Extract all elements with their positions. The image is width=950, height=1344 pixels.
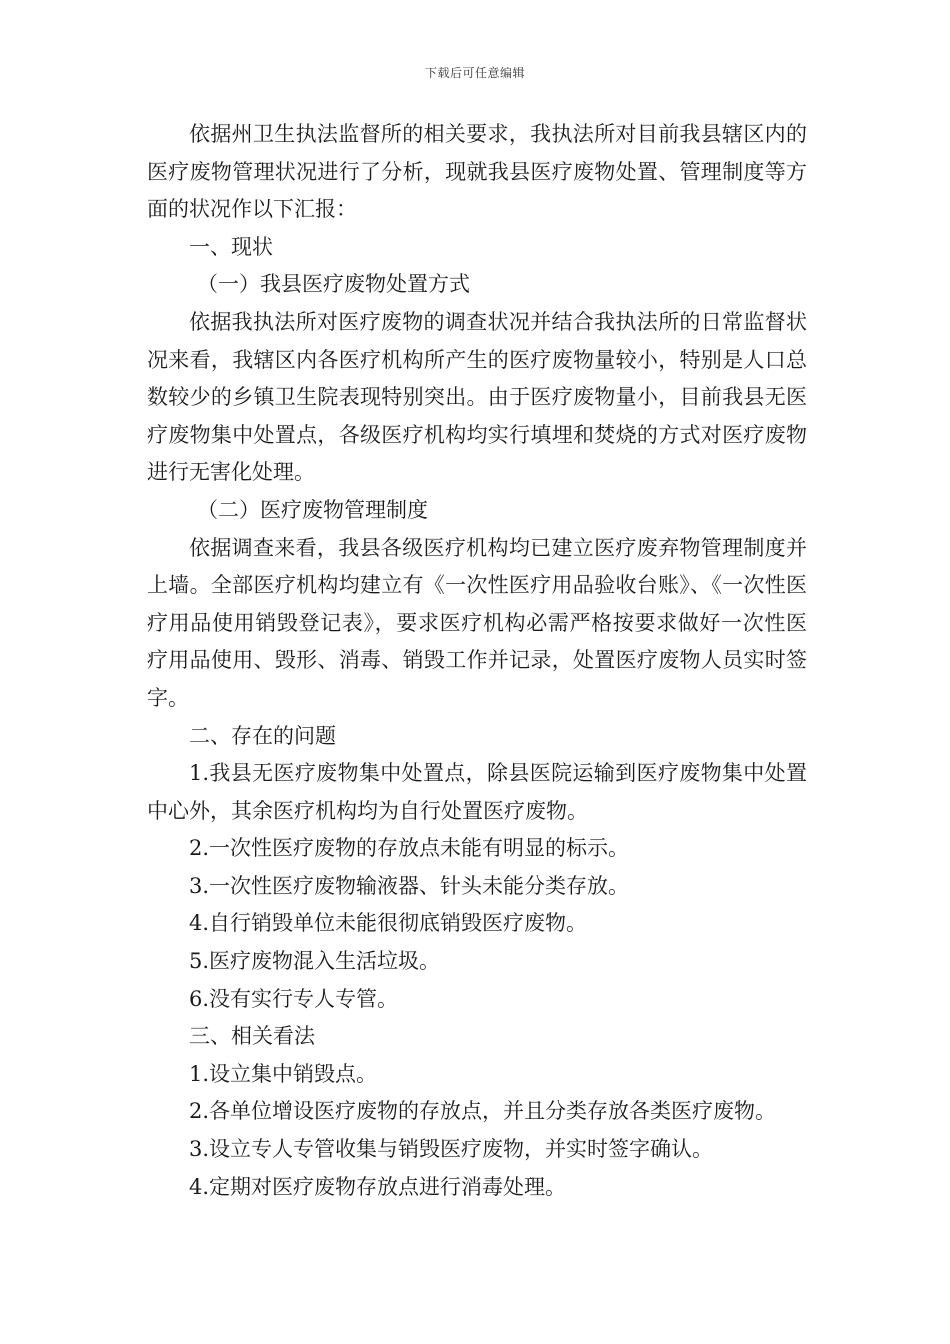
subsection-heading-management: （二）医疗废物管理制度 (197, 497, 428, 522)
problem-item: 3.一次性医疗废物输液器、针头未能分类存放。 (189, 873, 630, 898)
problem-item: 2.一次性医疗废物的存放点未能有明显的标示。 (189, 836, 630, 861)
subsection-heading-disposal: （一）我县医疗废物处置方式 (197, 272, 470, 297)
opinion-item: 4.定期对医疗废物存放点进行消毒处理。 (189, 1174, 567, 1199)
opinion-item: 2.各单位增设医疗废物的存放点，并且分类存放各类医疗废物。 (189, 1099, 777, 1124)
problem-item: 6.没有实行专人专管。 (189, 986, 399, 1011)
section-heading-opinions: 三、相关看法 (189, 1024, 315, 1049)
opinion-item: 1.设立集中销毁点。 (189, 1061, 378, 1086)
page-header-note: 下载后可任意编辑 (424, 66, 525, 80)
section-heading-problems: 二、存在的问题 (189, 723, 336, 748)
problem-item: 1.我县无医疗废物集中处置点，除县医院运输到医疗废物集中处置中心外，其余医疗机构均为自行处置医疗废物。 (147, 761, 807, 823)
management-paragraph: 依据调查来看，我县各级医疗机构均已建立医疗废弃物管理制度并上墙。全部医疗机构均建立有《一次性医疗用品验收台账》、《一次性医疗用品使用销毁登记表》，要求医疗机构必需严格按要求做好一次性医疗用品使用、毁形、消毒、销毁工作并记录，处置医疗废物人员实时签字。 (147, 535, 807, 710)
problem-item: 5.医疗废物混入生活垃圾。 (189, 949, 441, 974)
problem-item: 4.自行销毁单位未能很彻底销毁医疗废物。 (189, 911, 588, 936)
opinion-item: 3.设立专人专管收集与销毁医疗废物，并实时签字确认。 (189, 1137, 714, 1162)
document-body (147, 116, 807, 1206)
intro-paragraph: 依据州卫生执法监督所的相关要求，我执法所对目前我县辖区内的医疗废物管理状况进行了分析，现就我县医疗废物处置、管理制度等方面的状况作以下汇报： (147, 122, 807, 222)
section-heading-status: 一、现状 (189, 234, 273, 259)
disposal-paragraph: 依据我执法所对医疗废物的调查状况并结合我执法所的日常监督状况来看，我辖区内各医疗机构所产生的医疗废物量较小，特别是人口总数较少的乡镇卫生院表现特别突出。由于医疗废物量小，目前我县无医疗废物集中处置点，各级医疗机构均实行填埋和焚烧的方式对医疗废物进行无害化处理。 (147, 309, 807, 485)
